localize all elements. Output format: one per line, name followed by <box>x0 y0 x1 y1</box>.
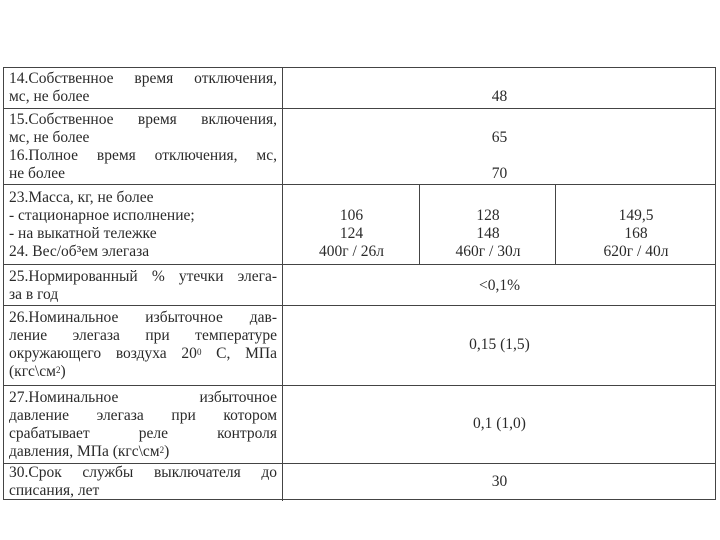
value-cell: 65 <box>491 129 508 146</box>
value-cell: 620г / 40л <box>603 243 669 260</box>
parameter-text: ление элегаза при температуре <box>9 327 277 344</box>
table-row <box>4 109 715 185</box>
parameter-text: 30.Срок службы выключателя до <box>9 464 277 481</box>
parameter-text: давления, МПа $(кгс\backslash см^2)$ <box>9 443 170 460</box>
table-row <box>4 185 715 265</box>
parameter-text: 14.Собственное время отключения, <box>9 70 277 87</box>
parameter-text: мс, не более <box>9 88 90 105</box>
table-row <box>4 386 715 464</box>
value-cell: 48 <box>491 88 508 105</box>
parameter-cell <box>4 265 283 305</box>
value-cell: 30 <box>491 473 508 490</box>
parameter-text: за в год <box>9 286 59 303</box>
table-row <box>4 306 715 386</box>
parameter-text: списания, лет <box>9 482 100 499</box>
parameter-cell <box>4 68 283 108</box>
value-cell: 168 <box>624 225 648 242</box>
parameter-text: - стационарное исполнение; <box>9 207 195 224</box>
degree-superscript: 0 <box>196 347 202 357</box>
parameter-text: 25.Нормированный % утечки элега- <box>9 268 277 285</box>
table-row <box>4 68 715 109</box>
parameter-text: 23.Масса, кг, не более <box>9 189 154 206</box>
value-cell: 70 <box>491 165 508 182</box>
table-row <box>4 265 715 306</box>
parameter-cell <box>4 464 283 501</box>
parameter-text: не более <box>9 165 65 182</box>
parameter-text: окружающего воздуха $20^0$ С, МПа <box>9 345 277 362</box>
value-cell: <0,1% <box>478 277 521 294</box>
value-cell: 106 <box>339 207 364 224</box>
value-cell: 124 <box>339 225 364 242</box>
parameter-text: 16.Полное время отключения, мс, <box>9 147 277 164</box>
parameter-text: 15.Собственное время включения, <box>9 111 277 128</box>
value-column-2 <box>420 185 556 264</box>
value-cell: 148 <box>476 225 500 242</box>
parameter-text: $(кгс\backslash см^2)$ <box>9 363 66 380</box>
value-column-1 <box>283 185 420 264</box>
parameter-text: 27.Номинальное избыточное <box>9 389 277 406</box>
parameter-text: 24. Вес/об³ем элегаза <box>9 243 150 260</box>
unit-superscript: 2 <box>55 365 61 375</box>
unit-superscript: 2 <box>159 445 165 455</box>
table-row <box>4 464 715 501</box>
parameter-cell <box>4 386 283 463</box>
parameter-text: - на выкатной тележке <box>9 225 157 242</box>
value-cell: 0,15 (1,5) <box>469 336 530 353</box>
parameter-text: мс, не более <box>9 129 90 146</box>
value-cell: 460г / 30л <box>455 243 521 260</box>
parameter-cell <box>4 109 283 184</box>
value-cell: 149,5 <box>618 207 654 224</box>
parameter-text: 26.Номинальное избыточное дав- <box>9 309 277 326</box>
parameter-cell <box>4 185 283 264</box>
parameter-cell <box>4 306 283 385</box>
value-cell: 0,1 (1,0) <box>473 415 526 432</box>
parameter-text: срабатывает реле контроля <box>9 425 277 442</box>
value-cell: 400г / 26л <box>319 243 384 260</box>
specifications-table <box>3 67 716 500</box>
parameter-text: давление элегаза при котором <box>9 407 277 424</box>
value-cell: 128 <box>476 207 500 224</box>
